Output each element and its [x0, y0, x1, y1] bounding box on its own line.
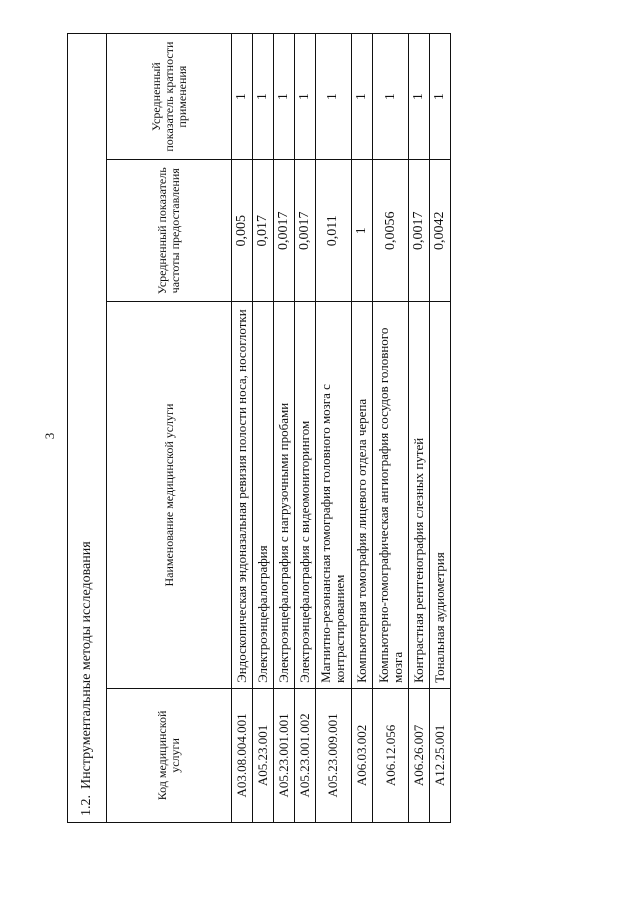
frequency-value: 1 — [351, 160, 372, 302]
service-code: A06.26.007 — [409, 688, 430, 822]
service-code: A03.08.004.001 — [232, 688, 253, 822]
frequency-value: 0,0017 — [409, 160, 430, 302]
service-name: Компьютерно-томографическая ангиография сосудов головного мозга — [372, 302, 408, 689]
multiplicity-value: 1 — [273, 34, 294, 160]
multiplicity-value: 1 — [351, 34, 372, 160]
service-code: A06.12.056 — [372, 688, 408, 822]
service-code: A05.23.001.001 — [273, 688, 294, 822]
section-number: 1.2. — [79, 795, 94, 816]
header-multiplicity: Усредненный показатель кратности применения — [107, 34, 232, 160]
service-name: Эндоскопическая эндоназальная ревизия полости носа, носоглотки — [232, 302, 253, 689]
services-table — [67, 33, 451, 823]
service-code: A05.23.009.001 — [315, 688, 351, 822]
service-name: Магнитно-резонансная томография головного мозга с контрастированием — [315, 302, 351, 689]
table-row — [372, 34, 408, 823]
multiplicity-value: 1 — [294, 34, 315, 160]
rotated-table-sheet — [67, 33, 451, 823]
table-row — [351, 34, 372, 823]
header-code: Код медицинской услуги — [107, 688, 232, 822]
service-code: A05.23.001 — [252, 688, 273, 822]
service-name: Электроэнцефалография с видеомониторингом — [294, 302, 315, 689]
frequency-value: 0,005 — [232, 160, 253, 302]
frequency-value: 0,017 — [252, 160, 273, 302]
service-code: A12.25.001 — [430, 688, 451, 822]
page-number: 3 — [42, 432, 57, 440]
header-frequency: Усредненный показатель частоты предоставления — [107, 160, 232, 302]
frequency-value: 0,0042 — [430, 160, 451, 302]
service-code: A05.23.001.002 — [294, 688, 315, 822]
multiplicity-value: 1 — [409, 34, 430, 160]
table-header-row — [107, 34, 232, 823]
service-name: Электроэнцефалография с нагрузочными пробами — [273, 302, 294, 689]
service-name: Электроэнцефалография — [252, 302, 273, 689]
section-title — [68, 34, 107, 823]
table-row — [315, 34, 351, 823]
table-row — [232, 34, 253, 823]
multiplicity-value: 1 — [252, 34, 273, 160]
section-heading-row — [68, 34, 107, 823]
table-row — [252, 34, 273, 823]
frequency-value: 0,0056 — [372, 160, 408, 302]
multiplicity-value: 1 — [232, 34, 253, 160]
multiplicity-value: 1 — [372, 34, 408, 160]
multiplicity-value: 1 — [430, 34, 451, 160]
frequency-value: 0,011 — [315, 160, 351, 302]
section-title-text: Инструментальные методы исследования — [79, 541, 94, 789]
service-code: A06.03.002 — [351, 688, 372, 822]
service-name: Тональная аудиометрия — [430, 302, 451, 689]
table-row — [409, 34, 430, 823]
multiplicity-value: 1 — [315, 34, 351, 160]
table-row — [294, 34, 315, 823]
table-row — [430, 34, 451, 823]
service-name: Компьютерная томография лицевого отдела черепа — [351, 302, 372, 689]
table-row — [273, 34, 294, 823]
frequency-value: 0,0017 — [273, 160, 294, 302]
header-name: Наименование медицинской услуги — [107, 302, 232, 689]
service-name: Контрастная рентгенография слезных путей — [409, 302, 430, 689]
frequency-value: 0,0017 — [294, 160, 315, 302]
